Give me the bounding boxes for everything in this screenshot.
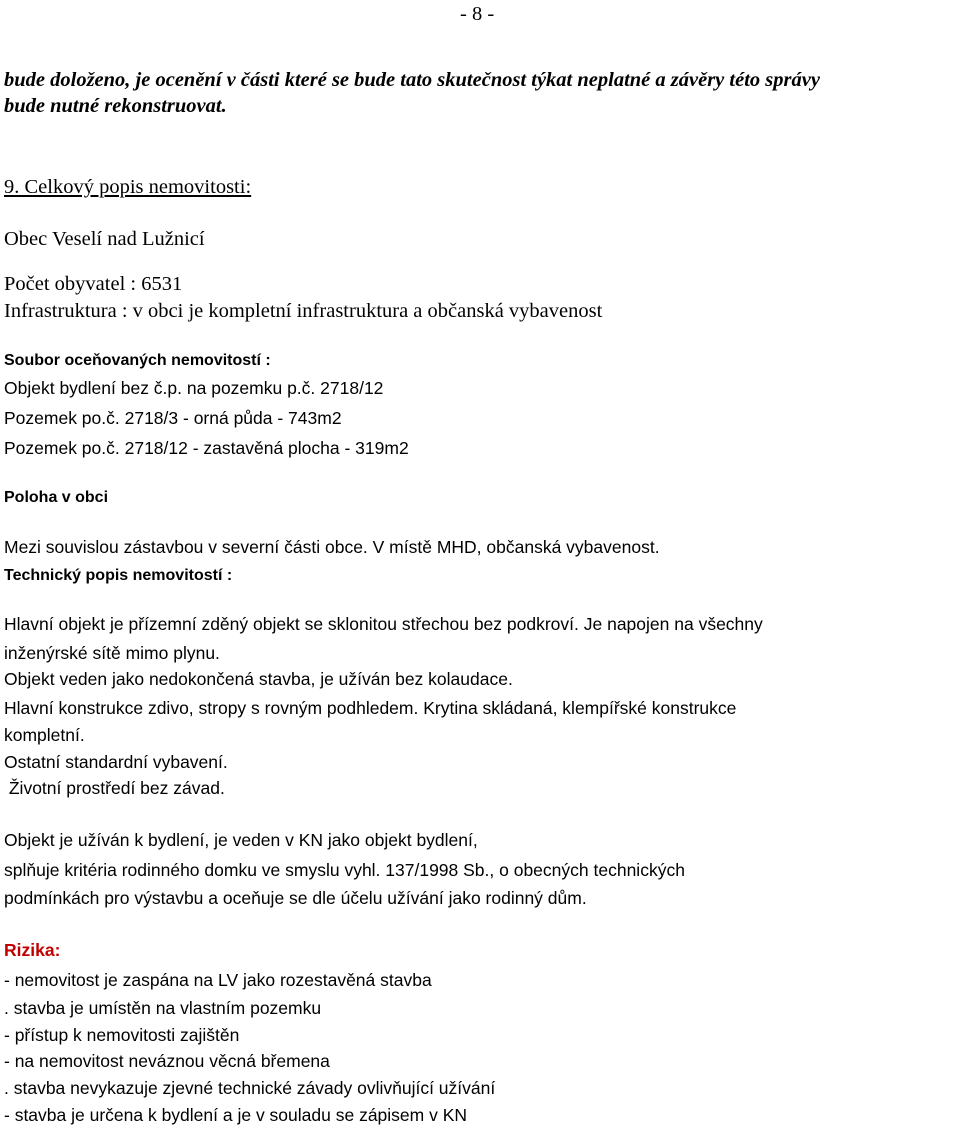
technicky-line: inženýrské sítě mimo plynu. <box>4 643 220 663</box>
poloha-heading: Poloha v obci <box>4 489 109 506</box>
obec-line: Obec Veselí nad Lužnicí <box>4 228 205 250</box>
section-heading: 9. Celkový popis nemovitosti: <box>4 176 252 198</box>
technicky-line: Hlavní konstrukce zdivo, stropy s rovným podhledem. Krytina skládaná, klempířské konstrukce <box>4 698 737 718</box>
rizika-item: - přístup k nemovitosti zajištěn <box>4 1025 240 1045</box>
rizika-item: - stavba je určena k bydlení a je v souladu se zápisem v KN <box>4 1105 468 1125</box>
rizika-item: - na nemovitost neváznou věcná břemena <box>4 1051 330 1071</box>
uzivani-line: splňuje kritéria rodinného domku ve smyslu vyhl. 137/1998 Sb., o obecných technických <box>4 860 685 880</box>
technicky-line: Životní prostředí bez závad. <box>4 778 225 798</box>
infrastruktura-line: Infrastruktura : v obci je kompletní infrastruktura a občanská vybavenost <box>4 300 603 322</box>
soubor-item: Pozemek po.č. 2718/12 - zastavěná plocha - 319m2 <box>4 438 409 458</box>
uzivani-line: Objekt je užíván k bydlení, je veden v KN jako objekt bydlení, <box>4 830 478 850</box>
page-number: - 8 - <box>460 3 495 25</box>
rizika-item: . stavba je umístěn na vlastním pozemku <box>4 998 322 1018</box>
pocet-obyvatel-line: Počet obyvatel : 6531 <box>4 273 183 295</box>
soubor-item: Objekt bydlení bez č.p. na pozemku p.č. 2718/12 <box>4 378 384 398</box>
technicky-line: Objekt veden jako nedokončená stavba, je užíván bez kolaudace. <box>4 669 513 689</box>
intro-line-1: bude doloženo, je ocenění v části které se bude tato skutečnost týkat neplatné a závěry této správy <box>4 69 820 91</box>
technicky-line: Ostatní standardní vybavení. <box>4 752 228 772</box>
technicky-line: Hlavní objekt je přízemní zděný objekt se sklonitou střechou bez podkroví. Je napojen na všechny <box>4 614 763 634</box>
rizika-heading: Rizika: <box>4 940 61 960</box>
uzivani-line: podmínkách pro výstavbu a oceňuje se dle účelu užívání jako rodinný dům. <box>4 888 587 908</box>
soubor-heading: Soubor oceňovaných nemovitostí : <box>4 352 271 369</box>
poloha-text: Mezi souvislou zástavbou v severní části obce. V místě MHD, občanská vybavenost. <box>4 537 660 557</box>
technicky-line: kompletní. <box>4 725 85 745</box>
rizika-item: . stavba nevykazuje zjevné technické závady ovlivňující užívání <box>4 1078 496 1098</box>
soubor-item: Pozemek po.č. 2718/3 - orná půda - 743m2 <box>4 408 342 428</box>
technicky-heading: Technický popis nemovitostí : <box>4 567 233 584</box>
intro-line-2: bude nutné rekonstruovat. <box>4 95 227 117</box>
rizika-item: - nemovitost je zaspána na LV jako rozestavěná stavba <box>4 970 432 990</box>
